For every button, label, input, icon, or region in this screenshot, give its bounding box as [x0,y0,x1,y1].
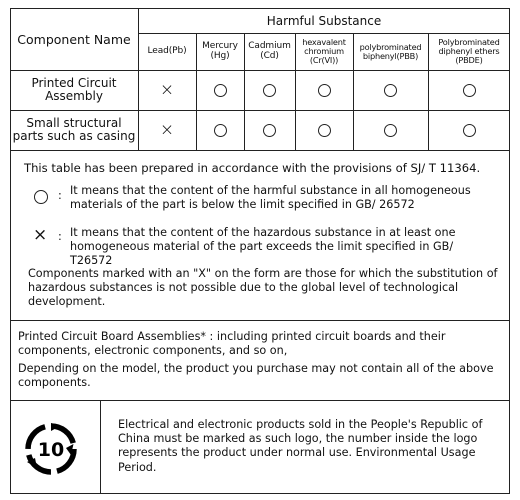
row-1-pbb-cell [353,70,428,110]
circle-mark [318,84,331,97]
row-2-lead-cell [138,110,196,150]
circle-mark [263,84,276,97]
rule [10,320,510,321]
logo-number: 10 [37,439,65,461]
environmental-usage-period-logo [24,422,78,476]
cross-legend-text: It means that the content of the hazardous substance in at least one homogeneous material of the part exceeds the limit specified in GB/ T26572 [70,226,456,268]
circle-mark [463,124,476,137]
row-2-mercury-cell [196,110,244,150]
circle-mark [318,124,331,137]
circle-legend-text: It means that the content of the harmful substance in all homogeneous materials of the part is below the limit specified in GB/ 26572 [70,184,471,212]
circle-mark [214,124,227,137]
row-name-printed-circuit-assembly: Printed Circuit Assembly [31,76,117,103]
substance-header-pbde: Polybrominated diphenyl ethers (PBDE) [438,37,500,65]
recycle-arrows-icon [24,422,78,476]
substance-header-mercury: Mercury (Hg) [202,41,238,61]
circle-legend-symbol [34,190,48,204]
component-name-header: Component Name [17,31,131,47]
circle-mark [214,84,227,97]
harmful-substance-header: Harmful Substance [266,13,382,28]
marked-components-note: Components marked with an "X" on the form are those for which the substitution of hazardous substances is not possible due to the global level of technological development. [28,267,498,309]
circle-mark [384,124,397,137]
row-1-cadmium-cell [244,70,295,110]
rule [100,400,101,494]
legend-colon: : [58,230,62,243]
circle-mark [263,124,276,137]
row-1-chromium-cell [295,70,353,110]
circle-mark [463,84,476,97]
rule [10,150,510,151]
substance-header-lead: Lead(Pb) [147,45,187,56]
circle-mark [384,84,397,97]
row-2-pbb-cell [353,110,428,150]
pcb-assemblies-note: Printed Circuit Board Assemblies* : including printed circuit boards and their components, electronic components, and so on, [18,330,446,358]
logo-explanation: Electrical and electronic products sold in the People's Republic of China must be marked as such logo, the number inside the logo represents the product under normal use. Environmental Usage Period. [118,418,483,474]
prepared-statement: This table has been prepared in accordance with the provisions of SJ/ T 11364. [24,161,481,175]
model-dependency-note: Depending on the model, the product you purchase may not contain all of the above components. [18,362,494,390]
row-2-cadmium-cell [244,110,295,150]
row-name-small-structural-parts: Small structural parts such as casing [12,116,136,143]
substance-header-hexavalent-chromium: hexavalent chromium (Cr(VI)) [302,37,346,65]
row-2-chromium-cell [295,110,353,150]
row-1-pbde-cell [428,70,510,110]
substance-header-pbb: polybrominated biphenyl(PBB) [359,41,422,61]
row-2-pbde-cell [428,110,510,150]
cross-mark: × [159,119,175,140]
row-1-lead-cell [138,70,196,110]
rule [10,400,510,401]
row-1-mercury-cell [196,70,244,110]
cross-legend-symbol: × [33,225,48,245]
legend-colon: : [58,189,62,202]
substance-header-cadmium: Cadmium (Cd) [248,41,291,61]
cross-mark: × [159,79,175,100]
